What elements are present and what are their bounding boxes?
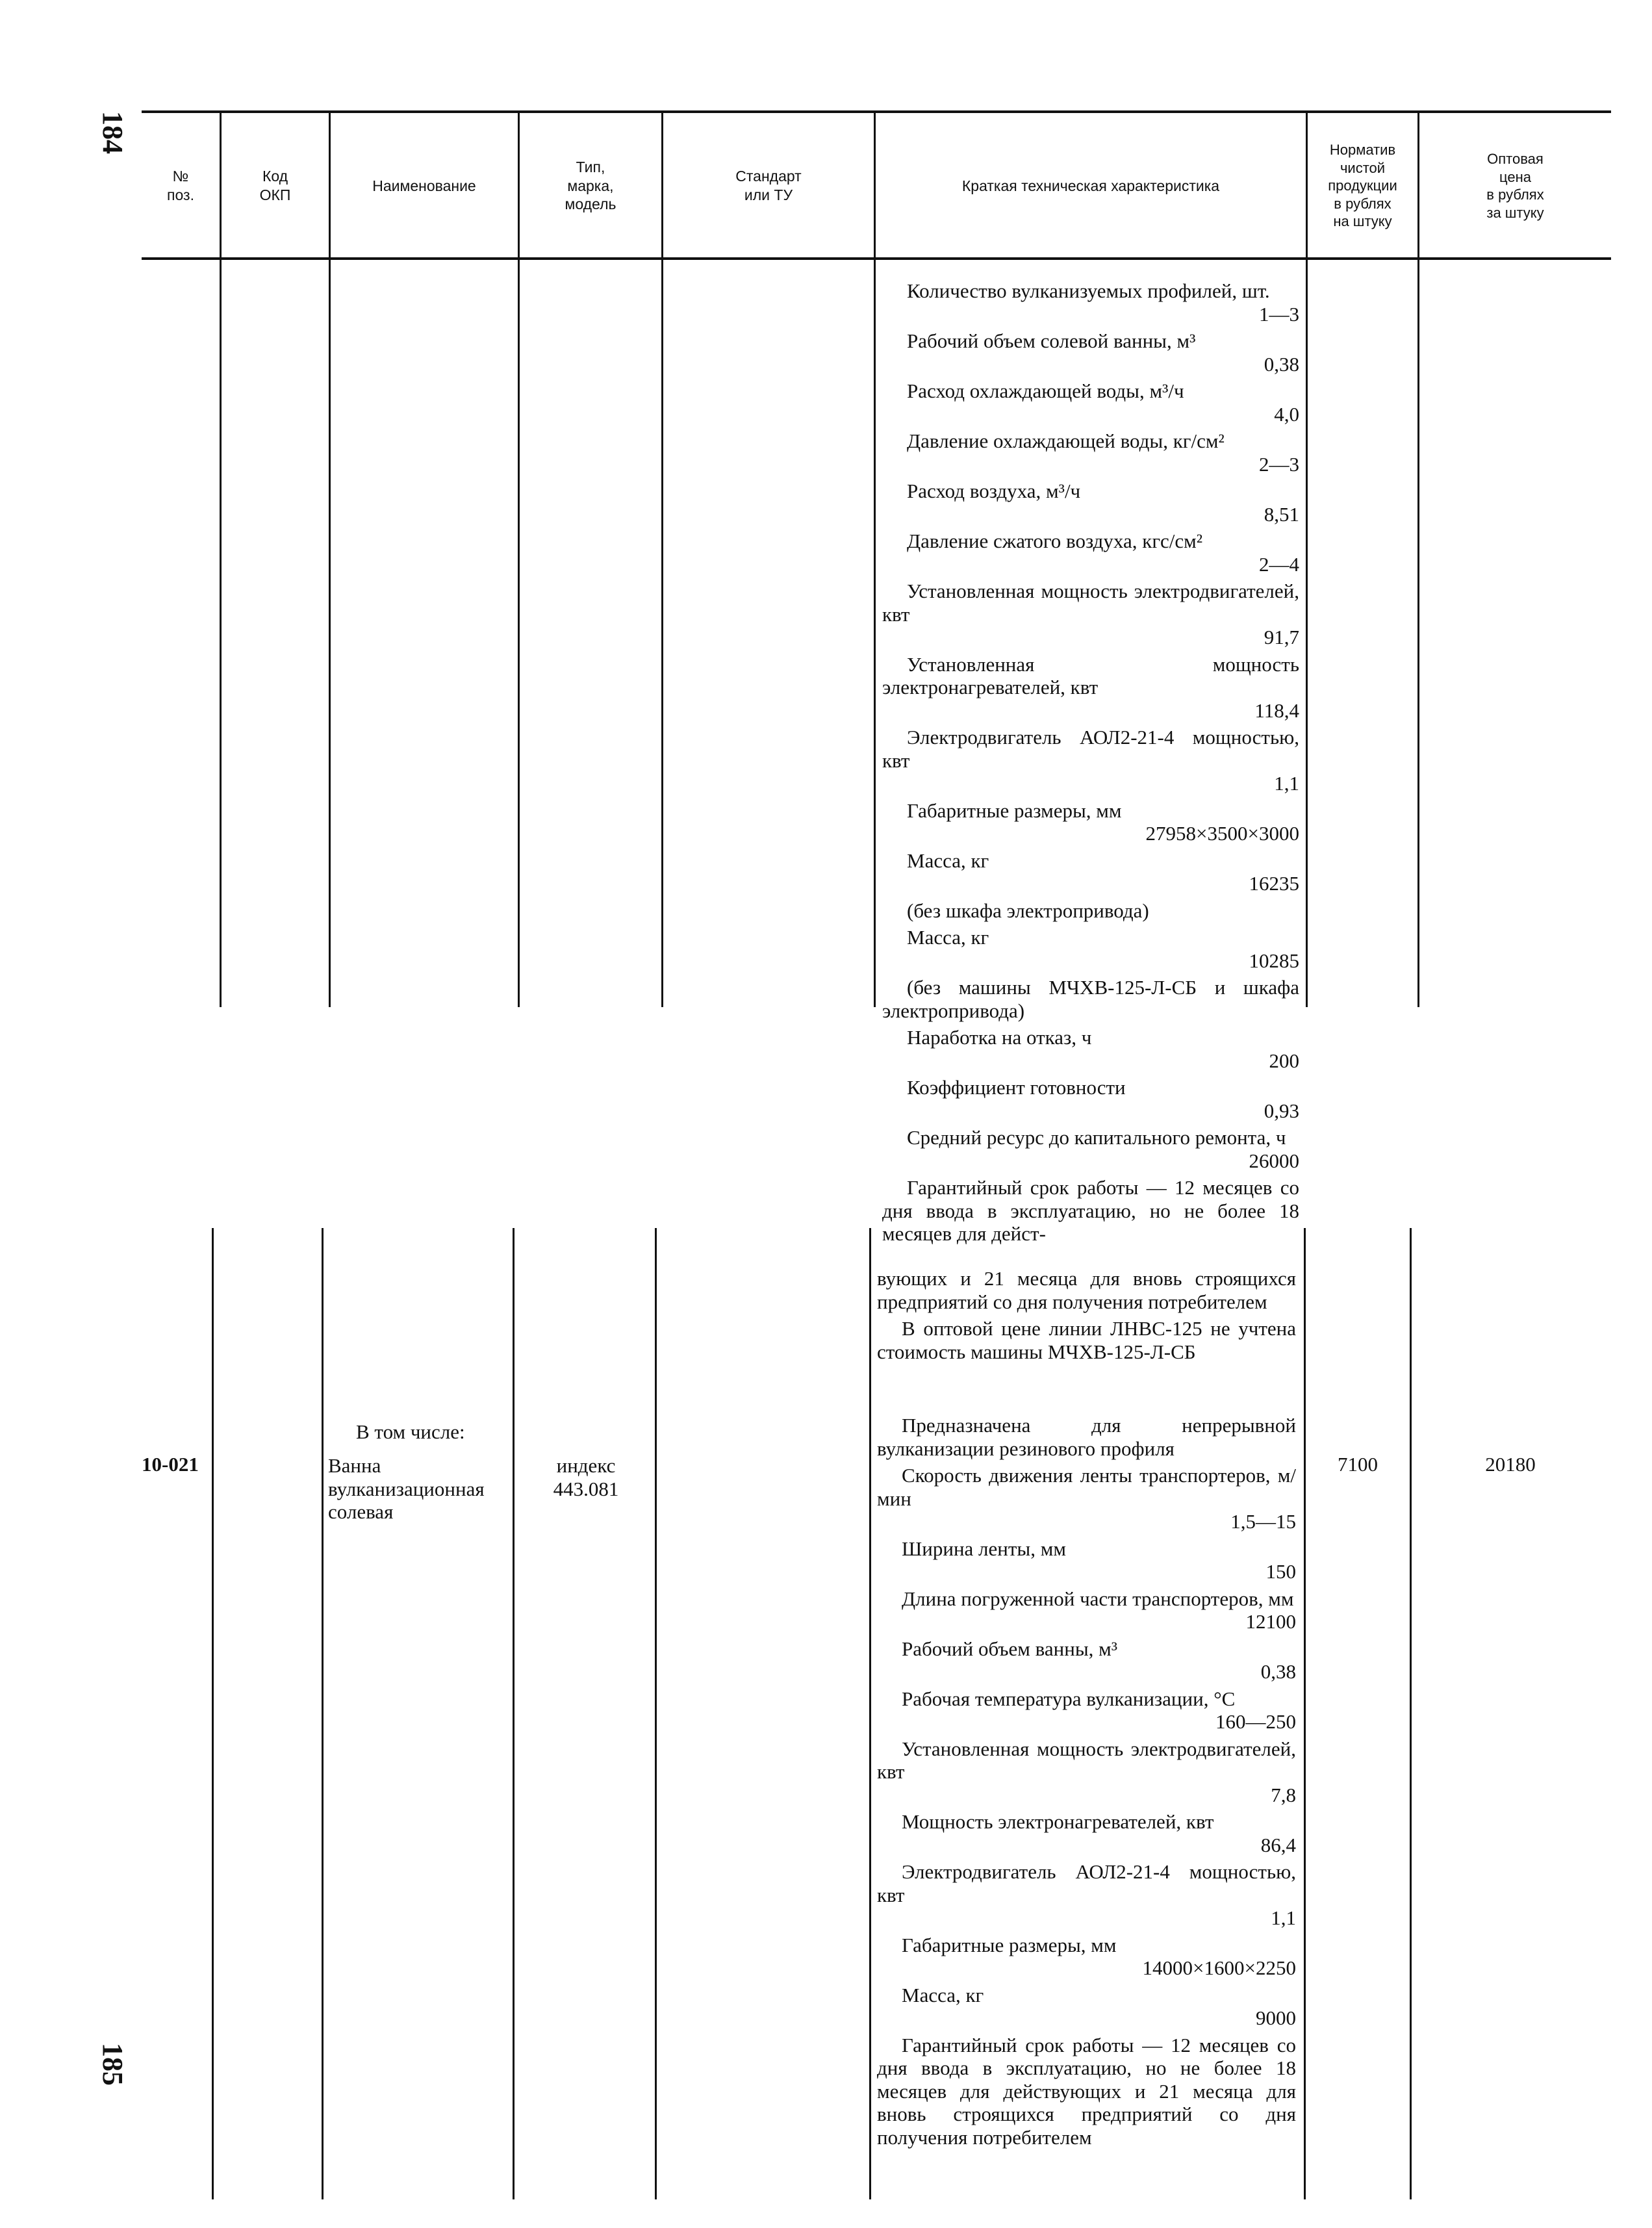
spec-item bbox=[877, 1934, 1296, 1980]
b2-sep bbox=[869, 1228, 871, 2199]
b2-sep bbox=[655, 1228, 657, 2199]
spec-value: 1,5—15 bbox=[1230, 1510, 1296, 1533]
purpose-text: Предназначена для непрерывной вулканизации резинового профиля bbox=[877, 1414, 1296, 1460]
spec-label: Мощность электронагревателей, квт bbox=[902, 1810, 1214, 1833]
spec-item bbox=[882, 279, 1299, 326]
spec-value: 8,51 bbox=[1264, 502, 1299, 526]
spec-label: Установленная мощность электродвигателей, квт bbox=[882, 580, 1299, 626]
spec-item bbox=[877, 1810, 1296, 1856]
block1-spec-column bbox=[882, 279, 1299, 1249]
spec-label: Коэффициент готовности bbox=[907, 1076, 1126, 1099]
spec-label: Габаритные размеры, мм bbox=[907, 799, 1122, 822]
spec-value: 16235 bbox=[1249, 872, 1299, 895]
header-okp: Код ОКП bbox=[259, 168, 291, 203]
spec-item bbox=[882, 926, 1299, 972]
spec-value: 200 bbox=[1269, 1049, 1299, 1072]
b1-sep bbox=[874, 260, 876, 1007]
spec-item bbox=[882, 976, 1299, 1022]
b2-sep bbox=[322, 1228, 324, 2199]
spec-label: Рабочий объем солевой ванны, м³ bbox=[907, 329, 1196, 352]
b1-sep bbox=[661, 260, 663, 1007]
spec-item bbox=[882, 799, 1299, 845]
spec-value: 1—3 bbox=[1259, 302, 1299, 326]
header-model: Тип, марка, модель bbox=[565, 158, 616, 213]
spec-label: Количество вулканизуемых профилей, шт. bbox=[907, 279, 1270, 302]
table-header-bottom-rule bbox=[142, 257, 1611, 260]
spec-item bbox=[877, 1587, 1296, 1633]
page-number-bottom: 185 bbox=[97, 2043, 129, 2086]
spec-label: Скорость движения ленты транспортеров, м/мин bbox=[877, 1464, 1296, 1510]
b1-sep bbox=[1306, 260, 1308, 1007]
item-model: индекс 443.081 bbox=[553, 1454, 619, 1500]
spec-label: Масса, кг bbox=[907, 926, 989, 949]
spec-value: 160—250 bbox=[1215, 1710, 1296, 1733]
b1-sep bbox=[329, 260, 331, 1007]
b2-sep bbox=[212, 1228, 214, 2199]
block2-spec-column bbox=[877, 1267, 1296, 2153]
item-position: 10-021 bbox=[142, 1453, 199, 1476]
spec-value: 0,38 bbox=[1264, 352, 1299, 376]
warranty-text: Гарантийный срок работы — 12 месяцев со дня ввода в эксплуатацию, но не более 18 месяцев для дейст- bbox=[882, 1176, 1299, 1245]
spec-label: Расход воздуха, м³/ч bbox=[907, 480, 1081, 502]
spec-item bbox=[882, 726, 1299, 795]
header-name: Наименование bbox=[372, 177, 476, 194]
spec-label: Электродвигатель АОЛ2-21-4 мощностью, квт bbox=[877, 1860, 1296, 1906]
spec-label: Рабочая температура вулканизации, °С bbox=[902, 1687, 1236, 1710]
spec-item bbox=[877, 1687, 1296, 1734]
spec-item bbox=[877, 1737, 1296, 1807]
spec-item bbox=[882, 530, 1299, 576]
spec-value: 14000×1600×2250 bbox=[1142, 1956, 1296, 1979]
b1-sep bbox=[220, 260, 222, 1007]
spec-item bbox=[882, 899, 1299, 923]
spec-item bbox=[877, 1464, 1296, 1533]
warranty-text: Гарантийный срок работы — 12 месяцев со дня ввода в эксплуатацию, но не более 18 месяцев для действующих и 21 месяца для вновь строящихся предприятий со дня получения потребителем bbox=[877, 2033, 1296, 2149]
spec-label: Электродвигатель АОЛ2-21-4 мощностью, квт bbox=[882, 726, 1299, 772]
page-number-top: 184 bbox=[97, 111, 129, 154]
spec-label: Давление сжатого воздуха, кгс/см² bbox=[907, 530, 1203, 552]
warranty-continuation: вующих и 21 месяца для вновь строящихся предприятий со дня получения потребителем bbox=[877, 1267, 1296, 1313]
spec-item bbox=[882, 580, 1299, 649]
spec-item bbox=[882, 429, 1299, 476]
spec-label: Средний ресурс до капитального ремонта, ч bbox=[907, 1126, 1286, 1149]
spec-item bbox=[877, 1984, 1296, 2030]
spec-label: Масса, кг bbox=[907, 849, 989, 872]
price-note: В оптовой цене линии ЛНВС-125 не учтена стоимость машины МЧХВ-125-Л-СБ bbox=[877, 1317, 1296, 1363]
spec-label: Рабочий объем ванны, м³ bbox=[902, 1637, 1118, 1660]
spec-item bbox=[882, 379, 1299, 426]
spec-label: Ширина ленты, мм bbox=[902, 1537, 1066, 1560]
spec-value: 150 bbox=[1265, 1560, 1296, 1583]
spec-value: 7,8 bbox=[1271, 1783, 1296, 1806]
spec-value: 1,1 bbox=[1271, 1906, 1296, 1929]
b2-sep bbox=[1304, 1228, 1306, 2199]
spec-value: 1,1 bbox=[1274, 772, 1299, 795]
header-pos: № поз. bbox=[167, 168, 194, 203]
spec-label: Масса, кг bbox=[902, 1983, 984, 2006]
spec-label: Установленная мощность электронагревателей, квт bbox=[882, 652, 1299, 698]
spec-value: 0,93 bbox=[1264, 1099, 1299, 1122]
spec-label: Расход охлаждающей воды, м³/ч bbox=[907, 379, 1184, 402]
header-norm: Норматив чистой продукции в рублях на штуку bbox=[1328, 142, 1397, 230]
spec-item bbox=[882, 480, 1299, 526]
b1-sep bbox=[1417, 260, 1419, 1007]
spec-value: 27958×3500×3000 bbox=[1145, 822, 1299, 845]
spec-value: 26000 bbox=[1249, 1149, 1299, 1172]
item-norm-value: 7100 bbox=[1338, 1453, 1378, 1476]
header-price: Оптовая цена в рублях за штуку bbox=[1486, 151, 1544, 221]
spec-label: Длина погруженной части транспортеров, мм bbox=[902, 1587, 1294, 1610]
spacer bbox=[877, 1367, 1296, 1414]
spec-value: 118,4 bbox=[1254, 698, 1299, 722]
spec-value: 12100 bbox=[1245, 1610, 1296, 1633]
spec-label: Габаритные размеры, мм bbox=[902, 1933, 1117, 1956]
spec-item bbox=[882, 1076, 1299, 1122]
spec-value: 4,0 bbox=[1274, 402, 1299, 426]
header-spec: Краткая техническая характеристика bbox=[961, 177, 1220, 194]
spec-value: 2—4 bbox=[1259, 552, 1299, 576]
header-standard: Стандарт или ТУ bbox=[735, 168, 802, 203]
spec-label: (без шкафа электропривода) bbox=[907, 899, 1149, 922]
spec-label: Наработка на отказ, ч bbox=[907, 1026, 1092, 1049]
b2-sep bbox=[513, 1228, 515, 2199]
spec-item bbox=[882, 1126, 1299, 1172]
spec-item bbox=[882, 1026, 1299, 1072]
b1-sep bbox=[518, 260, 520, 1007]
spec-label: Установленная мощность электродвигателей, квт bbox=[877, 1737, 1296, 1783]
subheading-including: В том числе: bbox=[356, 1420, 465, 1443]
spec-value: 9000 bbox=[1256, 2006, 1296, 2029]
spec-item bbox=[882, 653, 1299, 723]
spec-value: 91,7 bbox=[1264, 626, 1299, 648]
spec-value: 10285 bbox=[1249, 949, 1299, 972]
spec-item bbox=[877, 1637, 1296, 1684]
b2-sep bbox=[1410, 1228, 1412, 2199]
table-top-rule bbox=[142, 110, 1611, 113]
spec-value: 0,38 bbox=[1260, 1660, 1296, 1683]
spec-label: (без машины МЧХВ-125-Л-СБ и шкафа электропривода) bbox=[882, 976, 1299, 1022]
item-name: Ванна вулканизационная солевая bbox=[328, 1454, 485, 1523]
spec-item bbox=[882, 849, 1299, 895]
spec-value: 86,4 bbox=[1260, 1833, 1296, 1856]
spec-item bbox=[877, 1537, 1296, 1583]
item-price-value: 20180 bbox=[1485, 1453, 1536, 1476]
spec-item bbox=[877, 1860, 1296, 1930]
spec-item bbox=[882, 329, 1299, 376]
spec-label: Давление охлаждающей воды, кг/см² bbox=[907, 429, 1225, 452]
spec-value: 2—3 bbox=[1259, 452, 1299, 476]
